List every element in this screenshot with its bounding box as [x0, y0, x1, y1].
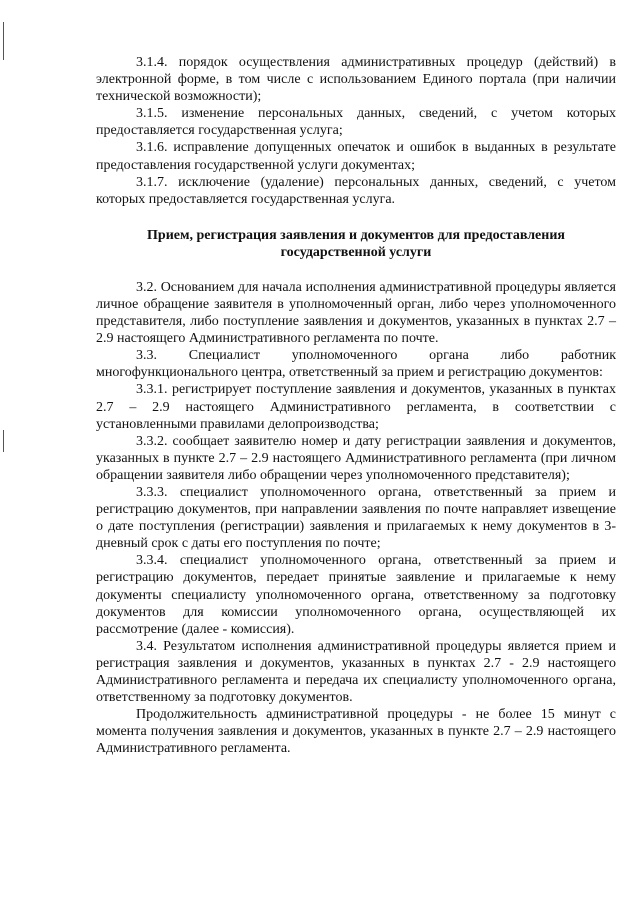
paragraph-3-2: 3.2. Основанием для начала исполнения административной процедуры является личное обращение заявителя в уполномоченный орган, либо через уполномоченного представителя, либо поступление заявления и документов, указанных в пунктах 2.7 – 2.9 настоящего Административного регламента по почте. — [96, 279, 616, 347]
paragraph-3-3-4: 3.3.4. специалист уполномоченного органа, ответственный за прием и регистрацию документов, передает принятые заявление и прилагаемые к нему документы специалисту уполномоченного органа, ответственному за подготовку документов для комиссии уполномоченного органа, осуществляющей их рассмотрение (далее - комиссия). — [96, 553, 616, 637]
paragraph-3-1-7: 3.1.7. исключение (удаление) персональных данных, сведений, с учетом которых предоставляется государственная услуга. — [96, 174, 616, 207]
paragraph-3-1-4: 3.1.4. порядок осуществления административных процедур (действий) в электронной форме, в том числе с использованием Единого портала (при наличии технической возможности); — [96, 55, 616, 105]
paragraph-3-1-6: 3.1.6. исправление допущенных опечаток и ошибок в выданных в результате предоставления государственной услуги документах; — [96, 140, 616, 173]
scan-edge-mark — [3, 22, 4, 60]
section-heading — [96, 227, 616, 262]
paragraph-3-4: 3.4. Результатом исполнения административной процедуры является прием и регистрация заявления и документов, указанных в пунктах 2.7 - 2.9 настоящего Административного регламента и передача их специалисту уполномоченного органа, ответственному за подготовку документов. — [96, 638, 616, 706]
paragraph-3-3-1: 3.3.1. регистрирует поступление заявления и документов, указанных в пунктах 2.7 – 2.9 настоящего Административного регламента, в соответствии с установленными правилами делопроизводства; — [96, 382, 616, 432]
paragraph-3-3: 3.3. Специалист уполномоченного органа либо работник многофункционального центра, ответственный за прием и регистрацию документов: — [96, 348, 616, 381]
paragraph-duration: Продолжительность административной процедуры - не более 15 минут с момента получения заявления и документов, указанных в пункте 2.7 – 2.9 настоящего Административного регламента. — [96, 707, 616, 757]
paragraph-3-3-2: 3.3.2. сообщает заявителю номер и дату регистрации заявления и документов, указанных в пункте 2.7 – 2.9 настоящего Административного регламента (при личном обращении заявителя либо обращении через уполномоченного представителя); — [96, 433, 616, 483]
scan-edge-mark — [3, 430, 4, 452]
paragraph-3-3-3: 3.3.3. специалист уполномоченного органа, ответственный за прием и регистрацию документов, при направлении заявления по почте направляет извещение о дате поступления (регистрации) заявления и прилагаемых к нему документов в 3-дневный срок с даты его поступления по почте; — [96, 484, 616, 552]
section-heading-line-1: Прием, регистрация заявления и документов для предоставления — [147, 227, 565, 243]
document-body — [96, 54, 616, 757]
paragraph-3-1-5: 3.1.5. изменение персональных данных, сведений, с учетом которых предоставляется государственная услуга; — [96, 106, 616, 139]
section-heading-line-2: государственной услуги — [280, 245, 432, 261]
